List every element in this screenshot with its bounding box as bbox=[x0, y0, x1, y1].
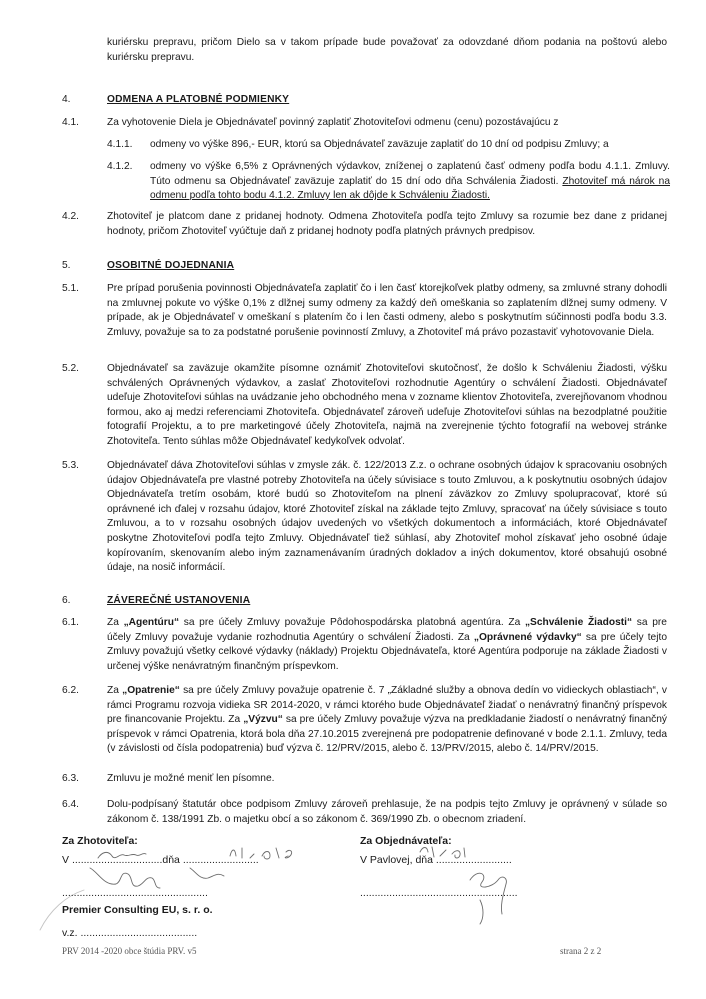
clause-5-3-number: 5.3. bbox=[62, 460, 79, 471]
term-opatrenie: „Opatrenie“ bbox=[122, 685, 180, 696]
clause-6-1-number: 6.1. bbox=[62, 617, 79, 628]
clause-4-1-1-text: odmeny vo výške 896,- EUR, ktorú sa Objednávateľ zaväzuje zaplatiť do 10 dní od podpisu Zmluvy; a bbox=[150, 139, 609, 150]
handwritten-date-left bbox=[230, 848, 292, 859]
section-6-number: 6. bbox=[62, 595, 71, 606]
clause-5-3-text: Objednávateľ dáva Zhotoviteľovi súhlas v zmysle zák. č. 122/2013 Z.z. o ochrane osobných údajov k spracovaniu osobných údajov Objednávateľa pre vlastné potreby Zhotoviteľa na účely súvisiace s touto Zmluvou, a k poskytnutiu osobných údajov Objednávateľa tretím osobám, ktoré budú so Zhotoviteľom na plnení záväzkov zo Zmluvy spolupracovať, ktoré sú oprávnené ich ďalej v rozsahu údajov, ktoré Zhotoviteľ získal na základe tejto Zmluvy, spracovať na účely súvisiace s touto Zmluvou, a to v rozsahu osobných údajov uvedených vo všetkých dokumentoch a informáciách, ktoré Objednávateľ poskytne Zhotoviteľovi podľa tejto Zmluvy. Objednávateľ tiež súhlasí, aby Zhotoviteľ mohol získavať jeho osobné údaje kopírovaním, skenovaním alebo iným zaznamenávaním úradných dokladov a iných dokumentov, ktoré obsahujú osobné údaje, na nosič informácií. bbox=[107, 460, 667, 574]
clause-6-2-part-e: sa pre účely Zmluvy považuje výzva na predkladanie žiadostí o nenávratný finančný príspevok v rámci Opatrenia, ktorá bola dňa 27.10.2015 zverejnená pre podopatrenie definované v bode 2.1.1. Zmluvy, teda (v závislosti od čísla podopatrenia) buď výzva č. 12/PRV/2015, alebo č. 13/PRV/2015, alebo č. 14/PRV/2015. bbox=[107, 714, 667, 755]
term-schvalenie-ziadosti: „Schválenie Žiadosti“ bbox=[524, 617, 633, 628]
clause-6-1-part-e: sa pre účely Zmluvy považuje vydanie rozhodnutia Agentúry o schválení Žiadosti. Za bbox=[107, 617, 667, 643]
section-4-number: 4. bbox=[62, 94, 71, 105]
term-opravnene-vydavky: „Oprávnené výdavky“ bbox=[473, 631, 582, 643]
clause-4-2-text: Zhotoviteľ je platcom dane z pridanej hodnoty. Odmena Zhotoviteľa podľa tejto Zmluvy sa rozumie bez dane z pridanej hodnoty, pričom Zhotoviteľ vyúčtuje daň z pridanej hodnoty podľa platných právnych predpisov. bbox=[107, 211, 667, 237]
continuation-paragraph: kuriérsku prepravu, pričom Dielo sa v takom prípade bude považovať za odovzdané dňom podania na poštovú alebo kuriérsku prepravu. bbox=[107, 37, 667, 63]
term-agentura: „Agentúru“ bbox=[123, 617, 180, 628]
contractor-date-field: .......................... bbox=[182, 854, 259, 866]
section-4-title: ODMENA A PLATOBNÉ PODMIENKY bbox=[107, 94, 290, 105]
contractor-place-prefix: V bbox=[62, 854, 70, 866]
clause-6-3-number: 6.3. bbox=[62, 773, 79, 784]
client-label: Za Objednávateľa: bbox=[360, 835, 452, 847]
clause-4-1-text: Za vyhotovenie Diela je Objednávateľ povinný zaplatiť Zhotoviteľovi odmenu (cenu) pozostávajúcu z bbox=[107, 117, 559, 128]
section-5-title: OSOBITNÉ DOJEDNANIA bbox=[107, 260, 235, 271]
footer-page-number: strana 2 z 2 bbox=[560, 946, 602, 956]
contractor-signature-line: .................................................. bbox=[62, 887, 208, 899]
clause-6-2-part-a: Za bbox=[107, 685, 123, 696]
clause-5-2-text: Objednávateľ sa zaväzuje okamžite písomne oznámiť Zhotoviteľovi skutočnosť, že došlo k Schváleniu Žiadosti, výšku schválených Oprávnených výdavkov, a zaslať Zhotoviteľovi rozhodnutie Agentúry o schválení Žiadosti. Objednávateľ udeľuje Zhotoviteľovi súhlas na uvádzanie jeho obchodného mena v zozname klientov Zhotoviteľa, zverejňovanom vhodnou formou, ako aj medzi referenciami Zhotoviteľa. Objednávateľ zároveň udeľuje Zhotoviteľovi súhlas na bezodplatné použitie fotografií Projektu, a to pre marketingové účely Zhotoviteľa, najmä na zverejnenie týchto fotografií na webovej stránke Zhotoviteľa. Tento súhlas môže Objednávateľ kedykoľvek odvolať. bbox=[107, 363, 667, 447]
stamp-arc bbox=[40, 890, 84, 930]
handwritten-signature-left bbox=[90, 868, 224, 888]
clause-6-1-part-c: sa pre účely Zmluvy považuje Pôdohospodárska platobná agentúra. Za bbox=[179, 617, 525, 628]
clause-6-1-part-a: Za bbox=[107, 617, 124, 628]
clause-4-1-1-number: 4.1.1. bbox=[107, 139, 133, 150]
clause-4-1-2-part-b: Zhotoviteľ má nárok na odmenu podľa tohto bodu 4.1.2. Zmluvy len ak dôjde k Schváleniu Žiadosti. bbox=[150, 175, 670, 202]
clause-6-2-part-c: sa pre účely Zmluvy považuje opatrenie č. 7 „Základné služby a obnova dedín vo vidieckych oblastiach“, v rámci Programu rozvoja vidieka SR 2014-2020, v rámci ktorého bude Objednávateľ žiadať o nenávratný finančný príspevok pre financovanie Projektu. Za bbox=[107, 685, 667, 726]
client-signature-line: ...................................................... bbox=[360, 887, 518, 899]
footer-document-id: PRV 2014 -2020 obce štúdia PRV. v5 bbox=[62, 946, 197, 956]
clause-6-4-number: 6.4. bbox=[62, 799, 79, 810]
clause-4-1-2-part-a: odmeny vo výške 6,5% z Oprávnených výdavkov, zníženej o zaplatenú časť odmeny podľa bodu 4.1.1. Zmluvy. Túto odmenu sa Objednávateľ zaväzuje zaplatiť do 15 dní odo dňa Schválenia Žiadosti. bbox=[150, 161, 670, 187]
clause-5-1-number: 5.1. bbox=[62, 283, 79, 294]
clause-5-2-number: 5.2. bbox=[62, 363, 79, 374]
contractor-place-field: ............................... bbox=[71, 854, 163, 866]
client-date-field: .......................... bbox=[435, 854, 512, 866]
handwritten-signature-right bbox=[470, 873, 506, 924]
contractor-label: Za Zhotoviteľa: bbox=[62, 835, 138, 847]
handwritten-place-left bbox=[98, 852, 146, 858]
section-5-number: 5. bbox=[62, 260, 71, 271]
clause-6-4-text: Dolu-podpísaný štatutár obce podpisom Zmluvy zároveň prehlasuje, že na podpis tejto Zmluvy je oprávnený v súlade so zákonom č. 138/1991 Zb. o majetku obcí a so zákonom č. 369/1990 Zb. o obecnom zriadení. bbox=[107, 799, 667, 825]
client-place-date-label: V Pavlovej, dňa bbox=[360, 854, 433, 866]
clause-6-2-number: 6.2. bbox=[62, 685, 79, 696]
clause-4-1-2-number: 4.1.2. bbox=[107, 161, 133, 172]
section-6-title: ZÁVEREČNÉ USTANOVENIA bbox=[107, 595, 251, 606]
contractor-vz: v.z. ........................................ bbox=[62, 927, 198, 939]
handwritten-date-right bbox=[420, 847, 465, 858]
clause-4-1-number: 4.1. bbox=[62, 117, 79, 128]
clause-4-2-number: 4.2. bbox=[62, 211, 79, 222]
term-vyzva: „Výzvu“ bbox=[243, 714, 283, 726]
clause-6-3-text: Zmluvu je možné meniť len písomne. bbox=[107, 773, 275, 784]
contractor-date-label: dňa bbox=[162, 854, 180, 866]
contractor-company-name: Premier Consulting EU, s. r. o. bbox=[62, 904, 213, 916]
clause-6-1-part-g: sa pre účely tejto Zmluvy považujú všetky celkové výdavky (náklady) Projektu Objednávateľa, ktoré Agentúra podporuje na základe Žiadosti v určenej výške nenávratným finančným príspevkom. bbox=[107, 631, 667, 672]
clause-5-1-text: Pre prípad porušenia povinnosti Objednávateľa zaplatiť čo i len časť ktorejkoľvek platby odmeny, sa zmluvné strany dohodli na zmluvnej pokute vo výške 0,1% z dlžnej sumy odmeny za každý deň omeškania so zaplatením dlžnej sumy odmeny. V prípade, ak je Objednávateľ v omeškaní s platením čo i len časti odmeny, alebo s poskytnutím súčinnosti podľa bodu 3.3. Zmluvy, považuje sa to za podstatné porušenie povinností Zmluvy, a Zhotoviteľ má právo pozastaviť vyhotovovanie Diela. bbox=[107, 283, 667, 338]
